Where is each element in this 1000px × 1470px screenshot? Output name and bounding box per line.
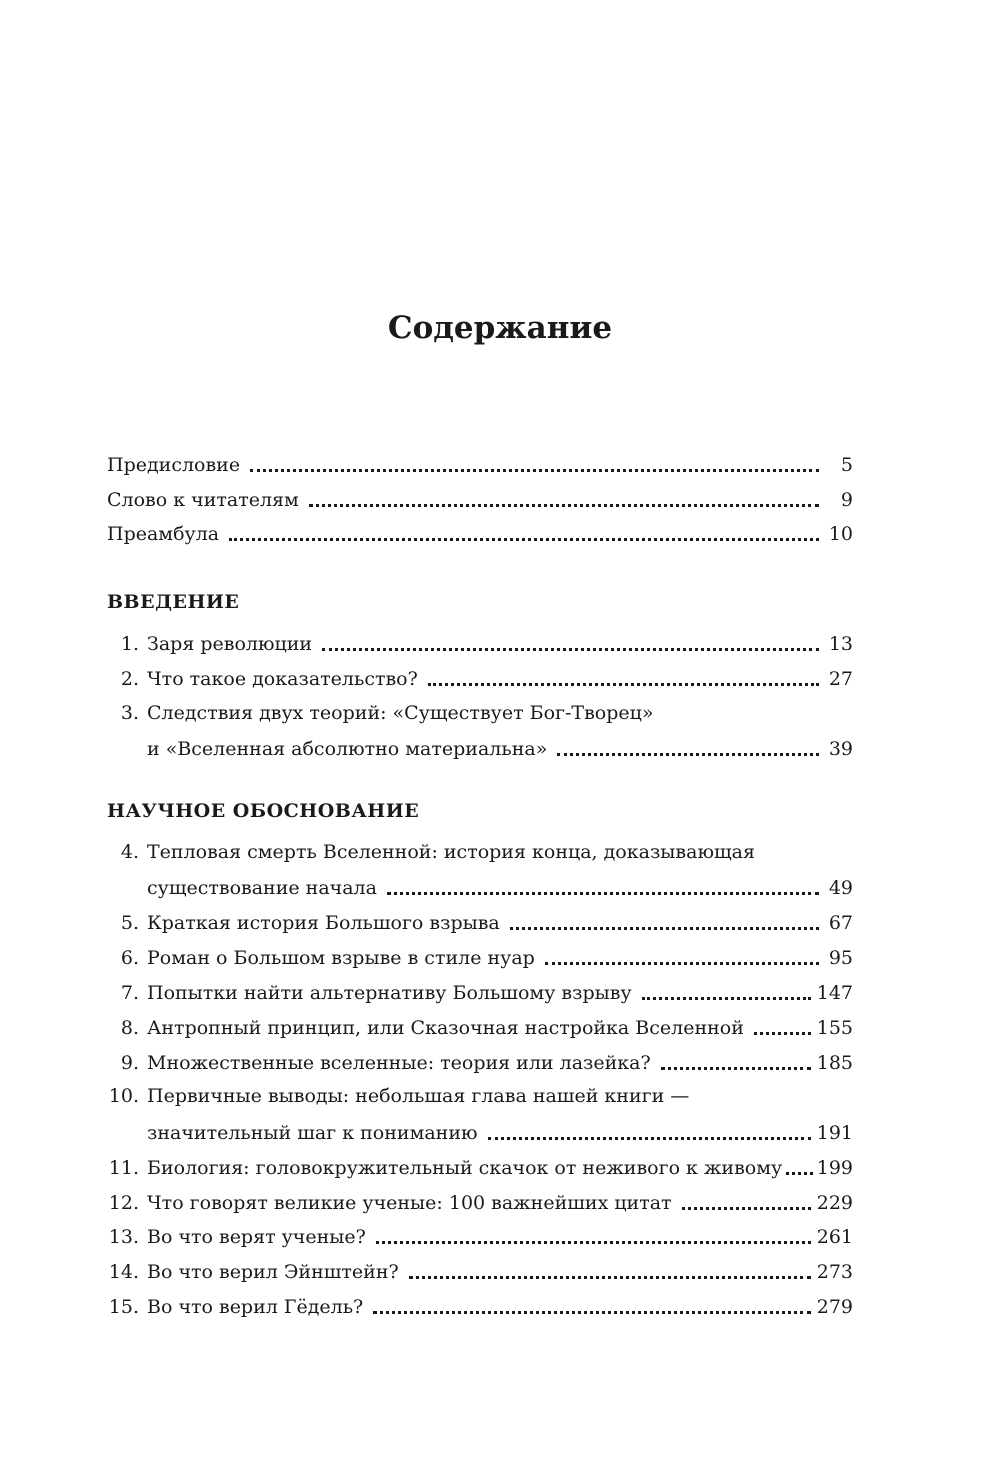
dot-leader [661,1067,811,1070]
chapter-page: 261 [816,1226,853,1248]
chapter-number: 3. [120,702,139,724]
chapter-title: Краткая история Большого взрыва [147,912,500,934]
chapter-number: 9. [120,1052,139,1074]
chapter-title-line[interactable]: Первичные выводы: небольшая глава нашей книги — [147,1085,690,1107]
toc-chapter-9[interactable] [120,1048,853,1076]
chapter-title: Попытки найти альтернативу Большому взрыву [147,982,632,1004]
chapter-page: 279 [816,1296,853,1318]
chapter-title: и «Вселенная абсолютно материальна» [147,738,548,760]
chapter-title: Биология: головокружительный скачок от неживого к живому [147,1157,783,1179]
section-heading-scientific-basis: НАУЧНОЕ ОБОСНОВАНИЕ [107,800,420,822]
toc-chapter-5[interactable] [120,908,853,936]
dot-leader [376,1241,811,1244]
dot-leader [373,1311,810,1314]
chapter-number: 5. [120,912,139,934]
chapter-title: Множественные вселенные: теория или лазейка? [147,1052,651,1074]
chapter-page: 273 [816,1261,853,1283]
dot-leader [387,892,819,895]
chapter-title: Во что верят ученые? [147,1226,366,1248]
section-heading-introduction: ВВЕДЕНИЕ [107,591,240,613]
chapter-title: Антропный принцип, или Сказочная настройка Вселенной [147,1017,744,1039]
dot-leader [428,683,819,686]
chapter-number: 14. [108,1261,139,1283]
chapter-number: 2. [120,668,139,690]
chapter-title: Заря революции [147,633,313,655]
chapter-title: значительный шаг к пониманию [147,1122,478,1144]
dot-leader [510,927,819,930]
toc-entry-page: 9 [840,489,853,511]
chapter-page: 49 [828,877,853,899]
chapter-number: 11. [108,1157,139,1179]
dot-leader [229,538,819,541]
dot-leader [545,962,819,965]
toc-chapter-11[interactable] [108,1153,853,1181]
chapter-title-line[interactable]: Тепловая смерть Вселенной: история конца, доказывающая [147,841,755,863]
chapter-number: 13. [108,1226,139,1248]
toc-chapter-12[interactable] [108,1188,853,1216]
toc-chapter-8[interactable] [120,1013,853,1041]
chapter-page: 185 [816,1052,853,1074]
chapter-title: существование начала [147,877,377,899]
dot-leader [754,1032,811,1035]
toc-chapter-15[interactable] [108,1292,853,1320]
toc-chapter-13[interactable] [108,1222,853,1250]
chapter-number: 15. [108,1296,139,1318]
chapter-page: 229 [816,1192,853,1214]
toc-entry-label: Слово к читателям [107,489,299,511]
chapter-title: Во что верил Гёдель? [147,1296,364,1318]
toc-chapter-4[interactable] [147,873,853,901]
chapter-page: 67 [828,912,853,934]
dot-leader [409,1276,811,1279]
chapter-title: Роман о Большом взрыве в стиле нуар [147,947,535,969]
toc-chapter-10[interactable] [147,1118,853,1146]
chapter-number: 8. [120,1017,139,1039]
toc-chapter-2[interactable] [120,664,853,692]
dot-leader [309,504,819,507]
chapter-page: 191 [816,1122,853,1144]
toc-chapter-1[interactable] [120,629,853,657]
dot-leader [786,1172,813,1175]
chapter-title-line[interactable]: Следствия двух теорий: «Существует Бог-Творец» [147,702,654,724]
toc-chapter-7[interactable] [120,978,853,1006]
dot-leader [250,469,819,472]
toc-entry-page: 10 [828,523,853,545]
toc-entry-label: Преамбула [107,523,220,545]
toc-entry-word-to-readers[interactable] [107,485,853,513]
chapter-page: 13 [828,633,853,655]
chapter-page: 95 [828,947,853,969]
chapter-number: 12. [108,1192,139,1214]
dot-leader [557,753,819,756]
chapter-title: Что такое доказательство? [147,668,418,690]
dot-leader [488,1137,811,1140]
chapter-number: 1. [120,633,139,655]
chapter-title: Что говорят великие ученые: 100 важнейших цитат [147,1192,672,1214]
toc-entry-preamble[interactable] [107,519,853,547]
dot-leader [322,648,819,651]
dot-leader [682,1207,811,1210]
toc-entry-label: Предисловие [107,454,241,476]
chapter-page: 39 [828,738,853,760]
chapter-page: 27 [828,668,853,690]
page-title: Содержание [387,310,613,346]
chapter-number: 7. [120,982,139,1004]
chapter-title: Во что верил Эйнштейн? [147,1261,399,1283]
toc-chapter-6[interactable] [120,943,853,971]
chapter-page: 199 [816,1157,853,1179]
toc-entry-preface[interactable] [107,450,853,478]
toc-chapter-14[interactable] [108,1257,853,1285]
toc-chapter-3[interactable] [147,734,853,762]
chapter-number: 10. [108,1085,139,1107]
chapter-number: 4. [120,841,139,863]
toc-entry-page: 5 [840,454,853,476]
dot-leader [642,997,811,1000]
chapter-page: 155 [816,1017,853,1039]
chapter-number: 6. [120,947,139,969]
chapter-page: 147 [816,982,853,1004]
